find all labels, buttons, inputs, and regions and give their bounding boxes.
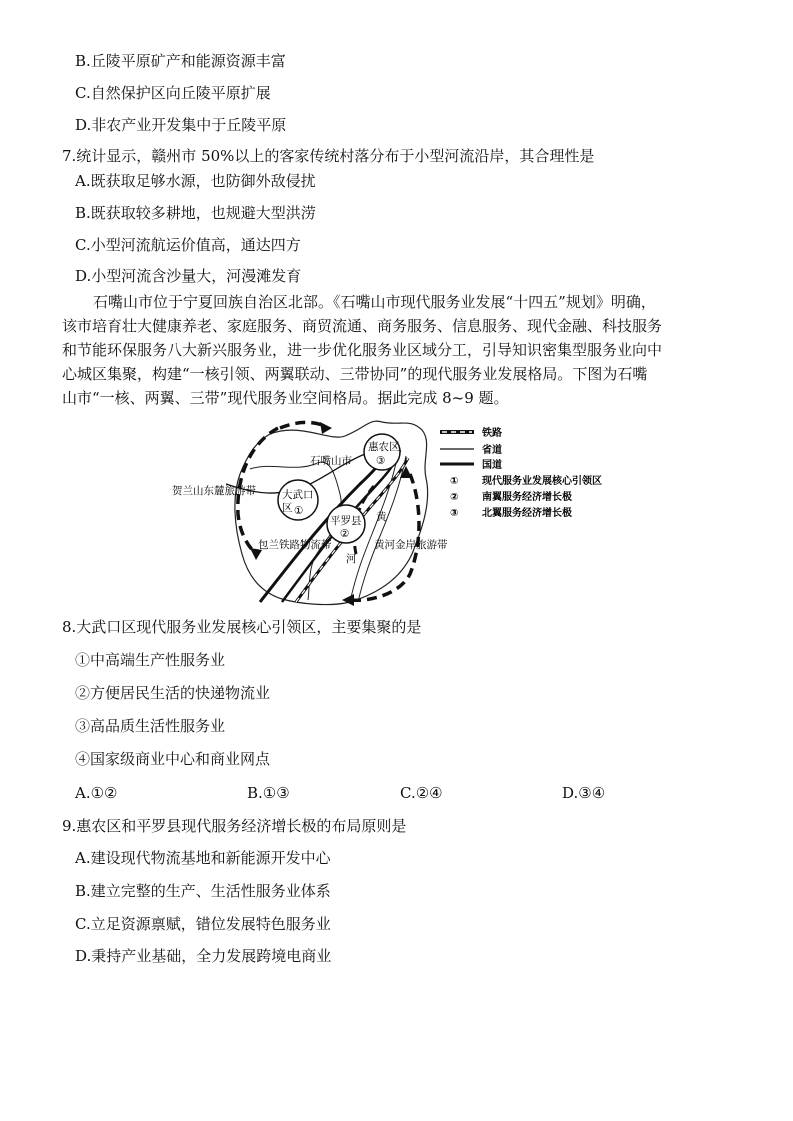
label-pingluo-num: ② xyxy=(340,528,350,540)
label-dawukou-1: 大武口 xyxy=(282,489,314,501)
q9-option-b: B.建立完整的生产、生活性服务业体系 xyxy=(75,882,331,900)
legend-sym-2: ② xyxy=(450,492,459,503)
q8-item-4: ④国家级商业中心和商业网点 xyxy=(75,750,271,768)
q8-answer-d: D.③④ xyxy=(562,784,606,802)
q9-stem: 9.惠农区和平罗县现代服务经济增长极的布局原则是 xyxy=(62,817,407,835)
q7-option-b: B.既获取较多耕地，也规避大型洪涝 xyxy=(75,204,316,222)
legend-provincial: 省道 xyxy=(482,445,502,456)
q7-option-a: A.既获取足够水源，也防御外敌侵扰 xyxy=(75,172,316,190)
top-belt-arrow xyxy=(280,422,325,428)
map-legend xyxy=(440,426,602,519)
q8-answer-a: A.①② xyxy=(75,784,118,802)
q8-item-1: ①中高端生产性服务业 xyxy=(75,651,226,669)
q8-answer-c: C.②④ xyxy=(400,784,443,802)
q9-option-d: D.秉持产业基础，全力发展跨境电商业 xyxy=(75,947,332,965)
legend-sym-3: ③ xyxy=(450,508,459,519)
label-pingluo: 平罗县 xyxy=(330,515,362,527)
legend-core: 现代服务业发展核心引领区 xyxy=(482,476,602,487)
national-road xyxy=(260,444,390,602)
passage-line-5: 山市“一核、两翼、三带”现代服务业空间格局。据此完成 8~9 题。 xyxy=(62,389,509,407)
q8-item-3: ③高品质生活性服务业 xyxy=(75,717,226,735)
label-huinong-num: ③ xyxy=(376,455,386,467)
label-huanghe-belt: 黄河金岸旅游带 xyxy=(374,539,448,551)
label-dawukou-num: ① xyxy=(294,505,304,517)
legend-national: 国道 xyxy=(482,460,502,471)
q9-option-a: A.建设现代物流基地和新能源开发中心 xyxy=(75,849,331,867)
legend-north: 北翼服务经济增长极 xyxy=(482,508,572,519)
label-baolan-belt: 包兰铁路物流带 xyxy=(258,539,332,551)
service-industry-map xyxy=(160,414,640,614)
q8-item-2: ②方便居民生活的快递物流业 xyxy=(75,684,271,702)
q6-option-d: D.非农产业开发集中于丘陵平原 xyxy=(75,116,287,134)
q6-option-c: C.自然保护区向丘陵平原扩展 xyxy=(75,84,271,102)
label-huinong: 惠农区 xyxy=(368,441,400,453)
passage-line-2: 该市培育壮大健康养老、家庭服务、商贸流通、商务服务、信息服务、现代金融、科技服务 xyxy=(62,317,663,335)
q6-option-b: B.丘陵平原矿产和能源资源丰富 xyxy=(75,52,286,70)
label-he: 河 xyxy=(346,553,357,565)
q8-stem: 8.大武口区现代服务业发展核心引领区，主要集聚的是 xyxy=(62,618,422,636)
q7-stem: 7.统计显示，赣州市 50%以上的客家传统村落分布于小型河流沿岸，其合理性是 xyxy=(62,147,595,165)
q9-option-c: C.立足资源禀赋，错位发展特色服务业 xyxy=(75,915,331,933)
q8-answer-b: B.①③ xyxy=(247,784,290,802)
q7-option-c: C.小型河流航运价值高，通达四方 xyxy=(75,236,301,254)
passage-line-3: 和节能环保服务八大新兴服务业，进一步优化服务业区域分工，引导知识密集型服务业向中 xyxy=(62,341,663,359)
passage-line-4: 心城区集聚，构建“一核引领、两翼联动、三带协同”的现代服务业发展格局。下图为石嘴 xyxy=(62,365,648,383)
legend-south: 南翼服务经济增长极 xyxy=(482,492,572,503)
label-shizuishan: 石嘴山市 xyxy=(310,455,352,467)
legend-railway: 铁路 xyxy=(482,428,502,439)
label-helan-belt: 贺兰山东麓旅游带 xyxy=(172,485,256,497)
label-huang: 黄 xyxy=(376,511,387,523)
passage-line-1: 石嘴山市位于宁夏回族自治区北部。《石嘴山市现代服务业发展“十四五”规划》明确， xyxy=(93,293,656,311)
q7-option-d: D.小型河流含沙量大，河漫滩发育 xyxy=(75,267,302,285)
label-dawukou-2: 区 xyxy=(282,502,293,514)
legend-sym-1: ① xyxy=(450,476,459,487)
